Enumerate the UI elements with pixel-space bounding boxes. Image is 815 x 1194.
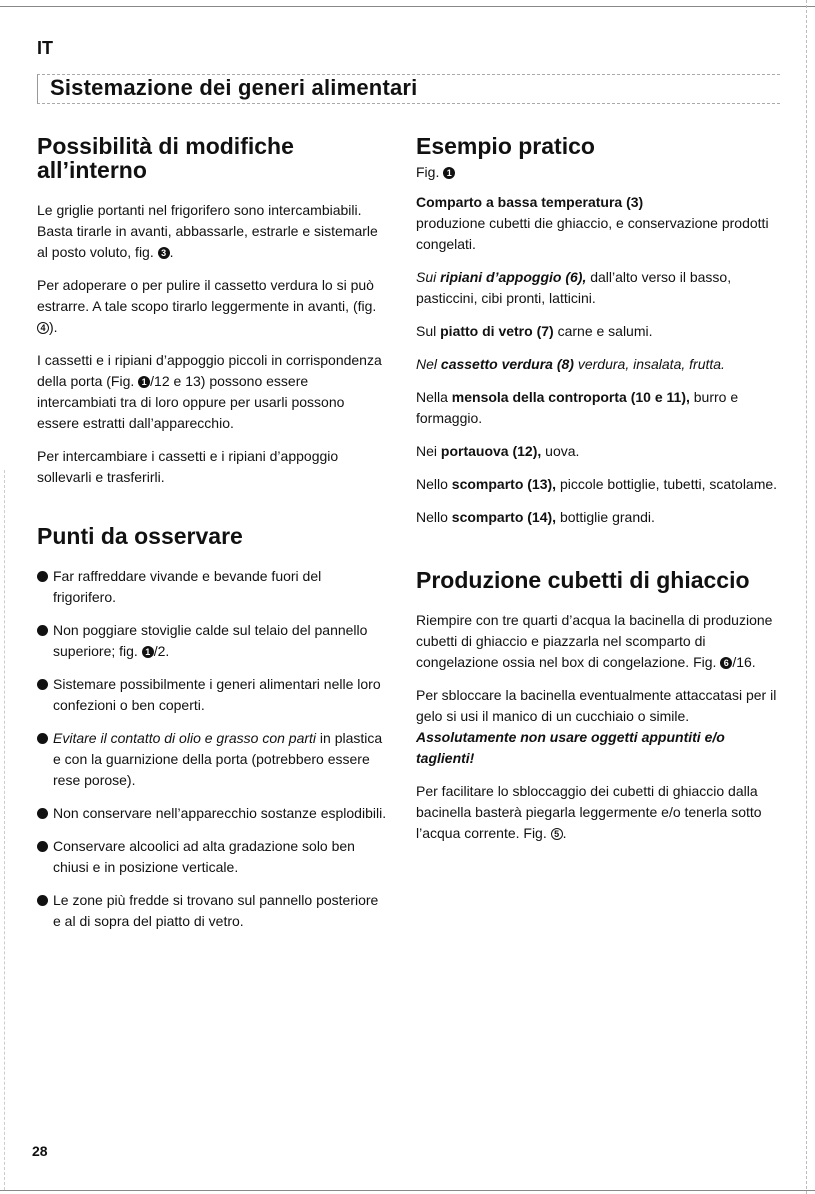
paragraph-text: burro e formaggio.: [416, 389, 739, 426]
top-rule: [0, 6, 815, 7]
paragraph-text: Nello: [416, 509, 448, 525]
paragraph-text: Per facilitare lo sbloccaggio dei cubetti di ghiaccio dalla bacinella basterà piegarla leggermente e/o tenerla sotto l’acqua corrente. Fig.: [416, 783, 762, 841]
list-item-text: Non conservare nell’apparecchio sostanze esplodibili.: [53, 805, 387, 821]
paragraph-text: /16.: [732, 654, 756, 670]
bullet-icon: [37, 625, 48, 636]
list-item: [37, 674, 387, 716]
paragraph-text: carne e salumi.: [557, 323, 653, 339]
heading-punti: Punti da osservare: [37, 523, 243, 549]
bullet-icon: [37, 808, 48, 819]
list-item: [37, 620, 387, 662]
paragraph-text: Sul: [416, 323, 437, 339]
paragraph-piatto: [416, 321, 781, 342]
list-item-text: Sistemare possibilmente i generi alimentari nelle loro confezioni o ben coperti.: [53, 676, 381, 713]
bullet-icon: [37, 841, 48, 852]
bold-term: portauova (12),: [440, 443, 542, 459]
paragraph-cassetto-verdura: [416, 354, 781, 375]
bold-term: mensola della controporta (10 e 11),: [451, 389, 690, 405]
bullet-icon: [37, 733, 48, 744]
list-item-text: in plastica e con la guarnizione della porta (potrebbero essere rese porose).: [53, 730, 383, 788]
bullet-icon: [37, 895, 48, 906]
paragraph-text: verdura, insalata, frutta.: [577, 356, 725, 372]
paragraph-cassetti-porta: [37, 350, 387, 434]
list-item-text: Non poggiare stoviglie calde sul telaio del pannello superiore; fig.: [53, 622, 368, 659]
paragraph-ripiani: [416, 267, 781, 309]
bullet-icon: [37, 679, 48, 690]
figure-number-icon: 1: [443, 167, 455, 179]
paragraph-sbloccare: [416, 685, 781, 769]
paragraph-text: produzione cubetti die ghiaccio, e conservazione prodotti congelati.: [416, 215, 769, 252]
bottom-rule: [0, 1190, 815, 1191]
paragraph-text: bottiglie grandi.: [559, 509, 655, 525]
figure-number-icon: 3: [158, 247, 170, 259]
heading-modifiche: Possibilità di modifiche all’interno: [37, 133, 294, 183]
paragraph-text: Nello: [416, 476, 448, 492]
bold-term: piatto di vetro (7): [440, 323, 554, 339]
section-banner: [37, 74, 780, 104]
paragraph-text: Nella: [416, 389, 448, 405]
paragraph-text: .: [169, 244, 174, 260]
heading-esempio: Esempio pratico: [416, 133, 595, 159]
paragraph-intercambiare: Per intercambiare i cassetti e i ripiani d’appoggio sollevarli e trasferirli.: [37, 448, 339, 485]
paragraph-comparto: [416, 192, 781, 255]
paragraph-scomparto-13: [416, 474, 781, 495]
figure-label: Fig.: [416, 164, 440, 180]
list-item-text: Evitare il contatto di olio e grasso con parti: [53, 730, 317, 746]
paragraph-cassetto: [37, 275, 387, 338]
paragraph-facilitare: [416, 781, 781, 844]
paragraph-text: Le griglie portanti nel frigorifero sono intercambiabili. Basta tirarle in avanti, abbassarle, estrarle e sistemarle al posto voluto, fig.: [37, 202, 378, 260]
list-item: [37, 803, 387, 824]
paragraph-text: dall’alto verso il basso, pasticcini, cibi pronti, latticini.: [416, 269, 732, 306]
paragraph-text: Riempire con tre quarti d’acqua la bacinella di produzione cubetti di ghiaccio e piazzarla nel scomparto di congelazione ossia nel box di congelazione. Fig.: [416, 612, 773, 670]
page-title: Sistemazione dei generi alimentari: [50, 75, 418, 100]
paragraph-griglie: [37, 200, 387, 263]
figure-number-icon: 6: [720, 657, 732, 669]
paragraph-text: piccole bottiglie, tubetti, scatolame.: [559, 476, 778, 492]
right-column: [416, 134, 781, 856]
paragraph-text: uova.: [545, 443, 580, 459]
paragraph-portauova: [416, 441, 781, 462]
paragraph-text: Per adoperare o per pulire il cassetto verdura lo si può estrarre. A tale scopo tirarlo leggermente in avanti, (fig.: [37, 277, 377, 314]
left-edge-rule: [4, 470, 5, 1190]
list-item-text: /2.: [153, 643, 170, 659]
paragraph-text: Per sbloccare la bacinella eventualmente attaccatasi per il gelo si usi il manico di un cucchiaio o simile.: [416, 687, 777, 724]
heading-cubetti: Produzione cubetti di ghiaccio: [416, 567, 750, 593]
right-edge-rule: [806, 0, 807, 1194]
list-item: [37, 566, 387, 608]
figure-reference: [416, 164, 781, 180]
bold-term: scomparto (14),: [451, 509, 557, 525]
paragraph-scomparto-14: [416, 507, 781, 528]
bold-term: Comparto a bassa temperatura (3): [416, 194, 644, 210]
figure-number-icon: 4: [37, 322, 49, 334]
bold-term: scomparto (13),: [451, 476, 557, 492]
list-item: [37, 728, 387, 791]
paragraph-text: ).: [49, 319, 58, 335]
paragraph-text: Nel: [416, 356, 438, 372]
language-label: IT: [37, 38, 53, 58]
paragraph-text: /12 e 13) possono essere intercambiati tra di loro oppure per usarli possono essere estratti dall’apparecchio.: [37, 373, 345, 431]
list-item-text: Conservare alcoolici ad alta gradazione solo ben chiusi e in posizione verticale.: [53, 838, 355, 875]
paragraph-text: I cassetti e i ripiani d’appoggio piccoli in corrispondenza della porta (Fig.: [37, 352, 382, 389]
paragraph-riempire: [416, 610, 781, 673]
bullet-icon: [37, 571, 48, 582]
paragraph-text: .: [562, 825, 567, 841]
paragraph-text: Sui: [416, 269, 437, 285]
warning-text: Assolutamente non usare oggetti appuntiti e/o taglienti!: [416, 729, 725, 766]
paragraph-mensola: [416, 387, 781, 429]
notes-list: [37, 566, 387, 932]
list-item-text: Le zone più fredde si trovano sul pannello posteriore e al di sopra del piatto di vetro.: [53, 892, 379, 929]
list-item: [37, 890, 387, 932]
list-item: [37, 836, 387, 878]
figure-number-icon: 1: [138, 376, 150, 388]
figure-number-icon: 1: [142, 646, 154, 658]
list-item-text: Far raffreddare vivande e bevande fuori del frigorifero.: [53, 568, 322, 605]
figure-number-icon: 5: [551, 828, 563, 840]
page-number: 28: [32, 1143, 48, 1159]
bold-term: ripiani d’appoggio (6),: [440, 269, 587, 285]
paragraph-text: Nei: [416, 443, 438, 459]
left-column: [37, 134, 387, 944]
bold-term: cassetto verdura (8): [440, 356, 574, 372]
